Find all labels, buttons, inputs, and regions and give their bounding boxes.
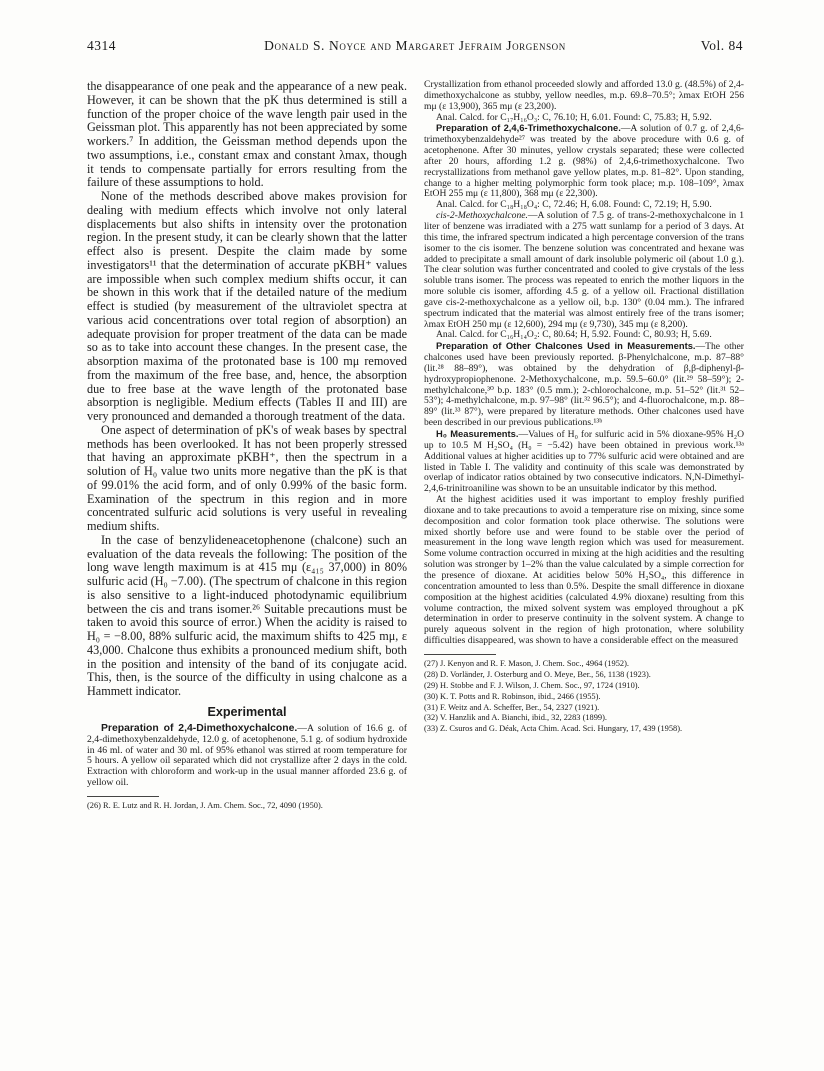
reference-item: (31) F. Weitz and A. Scheffer, Ber., 54, 2327 (1921).	[424, 702, 600, 712]
measurement-paragraph	[424, 429, 744, 495]
body-paragraph: None of the methods described above makes provision for dealing with medium effects which involve not only lateral displacements but also shifts in intensity over the protonation region. In the present study, it can be clearly shown that the latter effect also is present. Despite the claim made by some investigators¹¹ that the determination of accurate pKBH⁺ values are impossible when such complex medium shifts occur, it can be shown in this work that if the detailed nature of the medium effect is studied (by measurement of the ultraviolet spectra at various acid concentrations over total region of absorption) an adequate provision for proper treatment of the data can be made so as to take into account these changes. In the present case, the absorption maxima of the protonated base is 100 mμ removed from the maximum of the free base, and, hence, the absorption due to free base at the wave length of the protonated base absorption is negligible. Medium effects (Tables II and III) are very pronounced and demanded a thorough treatment of the data.	[87, 189, 407, 423]
volume-label: Vol. 84	[700, 38, 743, 53]
section-heading-experimental: Experimental	[207, 704, 287, 719]
body-paragraph: At the highest acidities used it was important to employ freshly purified dioxane and to take precautions to avoid a temperature rise on mixing, since some decomposition and color formation took place otherwise. The solutions were mixed shortly before use and were found to be stable over the period of measurement in the long wave length region which was used for measurement. Some volume contraction occurred in mixing at the high acidities and the resulting solution was stronger by 1–2% than the value calculated by a simple correction for the presence of dioxane. At acidities below 50% H₂SO₄, this difference in concentration amounted to less than 0.5%. Despite the small difference in dioxane composition at the highest acidities (calculated 4.9% dioxane) resulting from this volume contraction, the mixed solvent system was employed throughout a pK determination in order to preserve continuity in the solvent system. A change to purely aqueous solvent in the region of high protonation, where solubility difficulties disappeared, was shown to have a considerable effect on the measured	[424, 494, 744, 647]
reference-item: (32) V. Hanzlik and A. Bianchi, ibid., 32, 2283 (1899).	[424, 713, 607, 723]
prep-paragraph	[424, 341, 744, 429]
running-title: Donald S. Noyce and Margaret Jefraim Jorgenson	[264, 38, 566, 53]
prep-text: —A solution of 16.6 g. of 2,4-dimethoxybenzaldehyde, 12.0 g. of acetophenone, 5.1 g. of sodium hydroxide in 46 ml. of water and 30 ml. of 95% ethanol was stirred at room temperature for 5 hours. A yellow oil separated which did not crystallize after 2 days in the cold. Extraction with chloroform and work-up in the usual manner afforded 23.6 g. of yellow oil.	[87, 722, 407, 789]
analysis-paragraph: Anal. Calcd. for C₁₈H₁₈O₄: C, 72.46; H, 6.08. Found: C, 72.19; H, 5.90.	[436, 199, 712, 211]
reference-item: (30) K. T. Potts and R. Robinson, ibid., 2466 (1955).	[424, 691, 601, 701]
prep-heading: Preparation of Other Chalcones Used in Measurements.	[436, 340, 696, 352]
right-column	[424, 80, 744, 735]
footnote-rule	[424, 654, 496, 655]
reference-item: (28) D. Vorländer, J. Osterburg and O. Meye, Ber., 56, 1138 (1923).	[424, 669, 651, 679]
measurement-text: —Values of H₀ for sulfuric acid in 5% dioxane-95% H₂O up to 10.5 M H₂SO₄ (H₀ = −5.42) have been obtained in previous work.¹³ᵃ Additional values at higher acidities up to 77% sulfuric acid were obtained and are listed in Table I. The validity and continuity of this scale was demonstrated by overlap of indicator ratios obtained by two consecutive indicators. N,N-Dimethyl-2,4,6-trinitroaniline was shown to be an unsuitable indicator by this method.	[424, 429, 745, 495]
prep-heading: cis-2-Methoxychalcone.	[436, 210, 528, 222]
running-header	[87, 38, 743, 58]
prep-text: —The other chalcones used have been previously reported. β-Phenylchalcone, m.p. 87–88° (lit.²⁸ 88–89°), was obtained by the dehydration of β,β-diphenyl-β-hydroxypropiophenone. 2-Methoxychalcone, m.p. 59.5–60.0° (lit.²⁹ 58–59°); 2-methylchalcone,³⁰ b.p. 183° (0.5 mm.); 2-chlorochalcone, m.p. 51–52° (lit.³¹ 52–53°); 4-methylchalcone, m.p. 97–98° (lit.³² 96.5°); and 4-fluorochalcone, m.p. 88–89° (lit.³³ 87°), were prepared by literature methods. Other chalcones used have been described in our previous publications.¹³ᵇ	[424, 341, 744, 429]
left-column	[87, 80, 407, 812]
footnote-rule	[87, 796, 159, 797]
footnote: (26) R. E. Lutz and R. H. Jordan, J. Am. Chem. Soc., 72, 4090 (1950).	[87, 801, 323, 811]
page-number: 4314	[87, 38, 116, 53]
reference-list	[424, 659, 744, 735]
prep-text: —A solution of 0.7 g. of 2,4,6-trimethoxybenzaldehyde²⁷ was treated by the above procedure with 0.6 g. of acetophenone. After 30 minutes, yellow crystals separated; these were collected after 20 hours, affording 1.2 g. (98%) of 2,4,6-trimethoxychalcone. Two recrystallizations from methanol gave yellow plates, m.p. 81–82°. Upon standing, change to a higher melting polymorphic form took place; m.p. 108–109°, λmax EtOH 255 mμ (ε 11,800), 368 mμ (ε 22,300).	[424, 123, 744, 200]
reference-item: (29) H. Stobbe and F. J. Wilson, J. Chem. Soc., 97, 1724 (1910).	[424, 680, 640, 690]
body-paragraph: the disappearance of one peak and the appearance of a new peak. However, it can be shown that the pK thus determined is still a function of the proper choice of the wave length pair used in the Geissman plot. This apparently has not been appreciated by some workers.⁷ In addition, the Geissman method depends upon the two assumptions, i.e., constant εmax and constant λmax, though it tends to compensate partially for errors resulting from the failure of these assumptions to hold.	[87, 79, 407, 190]
measurement-heading: H₀ Measurements.	[436, 428, 519, 439]
body-paragraph: Crystallization from ethanol proceeded slowly and afforded 13.0 g. (48.5%) of 2,4-dimethoxychalcone as stubby, yellow needles, m.p. 69.8–70.5°; λmax EtOH 256 mμ (ε 13,900), 365 mμ (ε 23,200).	[424, 79, 744, 112]
prep-paragraph	[87, 724, 407, 789]
body-paragraph: In the case of benzylideneacetophenone (chalcone) such an evaluation of the data reveals the following: The position of the long wave length maximum is at 415 mμ (ε₄₁₅ 37,000) in 80% sulfuric acid (H₀ −7.00). (The spectrum of chalcone in this region is also sensitive to a light-induced photodynamic equilibrium between the cis and trans isomer.²⁶ Suitable precautions must be taken to avoid this source of error.) When the acidity is raised to H₀ = −8.00, 88% sulfuric acid, the maximum shifts to 425 mμ, ε 43,000. Chalcone thus exhibits a pronounced medium shift, both in the position and intensity of the band of its conjugate acid. This, then, is the source of the difficulty in using chalcone as a Hammett indicator.	[87, 532, 407, 698]
prep-heading: Preparation of 2,4,6-Trimethoxychalcone.	[436, 122, 621, 134]
prep-paragraph	[424, 123, 744, 200]
analysis-paragraph: Anal. Calcd. for C₁₇H₁₆O₃: C, 76.10; H, 6.01. Found: C, 75.83; H, 5.92.	[436, 111, 712, 123]
prep-text: —A solution of 7.5 g. of trans-2-methoxychalcone in 1 liter of benzene was irradiated with a 275 watt sunlamp for a period of 3 days. At this time, the infrared spectrum indicated a high percentage conversion of the trans isomer to the cis isomer. The benzene solution was concentrated and hexane was added to precipitate a small amount of dark insoluble polymeric oil (about 1.0 g.). The clear solution was further concentrated and cooled to give crystals of the less soluble trans isomer. The process was repeated to enrich the mother liquors in the more soluble cis isomer, affording 4.5 g. of a yellow oil. Fractional distillation gave cis-2-methoxychalcone as a yellow oil, b.p. 130° (0.04 mm.). The infrared spectrum indicated that the material was almost entirely free of the trans isomer; λmax EtOH 250 mμ (ε 12,600), 294 mμ (ε 9,730), 345 mμ (ε 8,200).	[424, 210, 744, 330]
analysis-paragraph: Anal. Calcd. for C₁₆H₁₄O₂: C, 80.64; H, 5.92. Found: C, 80.93; H, 5.69.	[436, 329, 712, 341]
body-paragraph: One aspect of determination of pK's of weak bases by spectral methods has been overlooked. It has not been properly stressed that having an approximate pKBH⁺, then the spectrum in a solution of H₀ value two units more negative than the pK is that of 99.01% the acid form, and of only 0.99% of the basic form. Examination of the spectrum in this region and in more concentrated sulfuric acid solutions is very useful in revealing medium shifts.	[87, 422, 407, 533]
reference-item: (33) Z. Csuros and G. Déak, Acta Chim. Acad. Sci. Hungary, 17, 439 (1958).	[424, 724, 683, 734]
prep-paragraph	[424, 211, 744, 330]
prep-heading: Preparation of 2,4-Dimethoxychalcone.	[101, 722, 298, 734]
reference-item: (27) J. Kenyon and R. F. Mason, J. Chem. Soc., 4964 (1952).	[424, 658, 629, 668]
